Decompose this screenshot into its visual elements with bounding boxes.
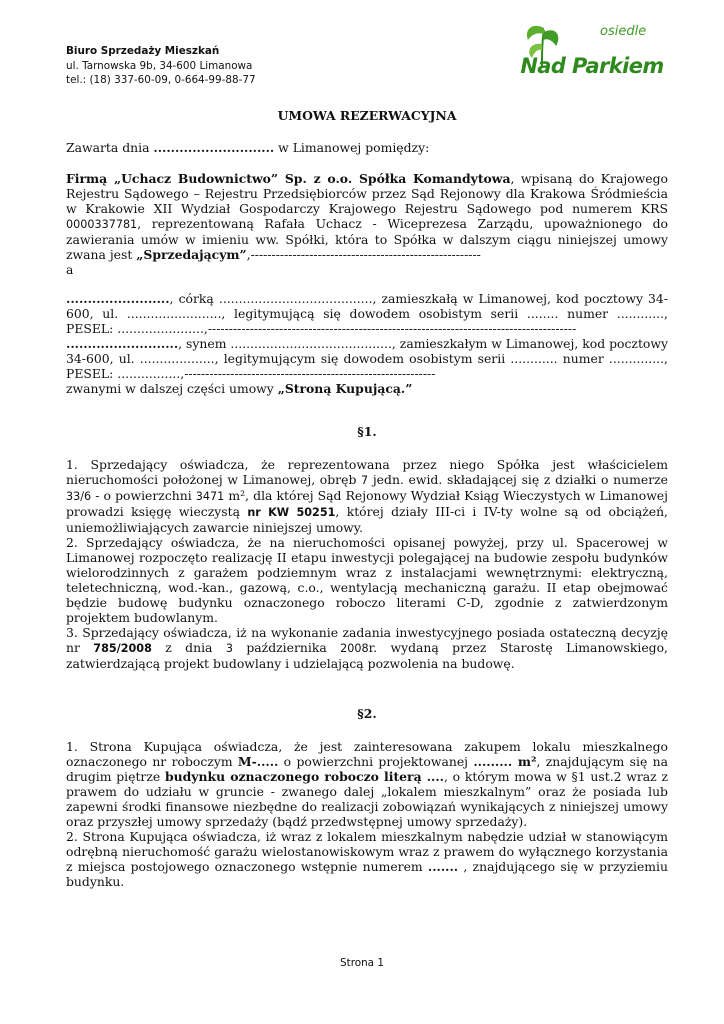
- company-name: Biuro Sprzedaży Mieszkań: [66, 45, 220, 57]
- s1-text: z dnia: [151, 640, 226, 655]
- area-value: 3471: [195, 490, 225, 503]
- seller-text: , wpisaną do Krajowego Rejestru Sądowego – Rejestru Przedsiębiorców przez Sąd Rejonowy dla Krakowa Śródmieścia w Krakowie XII Wydział Gospodarczy Krajowego Rejestru Sądowego pod numerem KRS: [66, 171, 668, 216]
- s2-text: o powierzchni projektowanej: [278, 754, 474, 769]
- section-1-heading: §1.: [357, 424, 377, 439]
- s2-text: , o którym mowa w §1 ust.2 wraz z prawem do udziału w gruncie - zwanego dalej „lokalem mieszkalnym” oraz że posiada lub zapewni środki finansowe niezbędne do realizacji zobowiązań wynikających z niniejszej umowy oraz przyszłej umowy sprzedaży (bądź przedwstępnej umowy sprzedaży).: [66, 769, 668, 829]
- s2-text: 2. Strona Kupująca oświadcza, iż wraz z lokalem mieszkalnym nabędzie udział w stanowiącym odrębną nieruchomość garażu wielostanowiskowym wraz z prawem do wyłącznego korzystania z miejsca postojowego oznaczonego wstępnie numerem: [66, 829, 668, 874]
- date-blank: ............................: [153, 140, 275, 155]
- krs-number: 0000337781: [66, 218, 138, 231]
- buyer-alias-text: zwanymi w dalszej części umowy: [66, 381, 278, 396]
- parking-number: .......: [427, 859, 459, 874]
- s1-text: , której działy III-ci i IV-ty wolne są od obciążeń, uniemożliwiających zawarcie niniejszej umowy.: [66, 504, 668, 535]
- logo: [522, 24, 668, 86]
- buyer-name-blank-2: ..........................: [66, 336, 179, 351]
- seller-text-2: , reprezentowaną Rafała Uchacz - Wiceprezesa Zarządu, upoważnionego do zawierania umów w imieniu ww. Spółki, która to Spółka w dalszym ciągu niniejszej umowy zwana jest: [66, 216, 668, 262]
- conjunction: a: [66, 262, 74, 277]
- section-2: [66, 739, 668, 889]
- obreb-number: 7: [361, 474, 369, 487]
- apartment-number: M-.....: [237, 754, 279, 769]
- parcel-number: 33/6: [66, 490, 92, 503]
- s1-point-2: 2. Sprzedający oświadcza, że na nieruchomości opisanej powyżej, przy ul. Spacerowej w Limanowej rozpoczęto realizację II etapu inwestycji polegającej na budowie zespołu budynków wielorodzinnych z garażem podziemnym wraz z instalacjami wewnętrznymi: elektryczną, teletechniczną, wod.-kan., gazową, c.o., wentylacją mechaniczną garażu. II etap obejmować będzie budowę budynku oznaczonego roboczo literami C-D, zgodnie z zatwierdzonym projektem budowlanym.: [66, 535, 668, 625]
- s1-text: - o powierzchni: [91, 488, 196, 503]
- section-2-heading: §2.: [357, 706, 377, 721]
- buyer-details-2: , synem ........................................., zamieszkałym w Limanowej, kod pocztowy 34-600, ul. ..................., legitymującym się dowodem osobistym serii ............ numer .............., PESEL: ................,------------------------------------------------------------: [66, 336, 668, 381]
- logo-main-text: Nad Parkiem: [520, 54, 664, 78]
- s1-text: 3. Sprzedający oświadcza, iż na wykonanie zadania inwestycyjnego posiada ostateczną decyzję nr: [66, 625, 668, 655]
- building-letter: budynku oznaczonego roboczo literą ....: [164, 769, 444, 784]
- s1-point-3: [66, 625, 668, 671]
- s1-point-1: [66, 457, 668, 535]
- s1-text: 1. Sprzedający oświadcza, że reprezentowana przez niego Spółka jest właścicielem nieruchomości położonej w Limanowej, obręb: [66, 457, 668, 487]
- s1-text: r. wydaną przez Starostę Limanowskiego, zatwierdzającą projekt budowlany i udzielającą pozwolenia na budowę.: [66, 640, 668, 671]
- dash-fill: ,-------------------------------------------------------: [246, 247, 481, 262]
- document-title: UMOWA REZERWACYJNA: [277, 108, 457, 123]
- buyer-alias: „Stroną Kupującą.”: [277, 381, 413, 396]
- s1-text: jedn. ewid. składającej się z działki o numerze: [368, 472, 668, 487]
- party-seller: [66, 171, 668, 277]
- s2-text: , znajdującym się na drugim piętrze: [66, 754, 668, 784]
- buyer-name-blank-1: ........................: [66, 291, 170, 306]
- decision-number: 785/2008: [93, 642, 152, 655]
- s1-text: października: [232, 640, 341, 655]
- intro-text-2: w Limanowej pomiędzy:: [274, 140, 430, 155]
- logo-small-text: osiedle: [600, 24, 647, 39]
- decision-day: 3: [225, 642, 233, 655]
- intro-text: Zawarta dnia: [66, 140, 154, 155]
- s1-text: m², dla której Sąd Rejonowy Wydział Ksiąg Wieczystych w Limanowej prowadzi księgę wieczystą: [66, 488, 668, 519]
- s2-text: 1. Strona Kupująca oświadcza, że jest zainteresowana zakupem lokalu mieszkalnego oznaczonego nr roboczym: [66, 739, 668, 769]
- company-phone: tel.: (18) 337-60-09, 0-664-99-88-77: [66, 74, 256, 86]
- seller-alias: „Sprzedającym”: [136, 247, 247, 262]
- letterhead: [66, 44, 256, 88]
- buyer-details-1: , córką ......................................., zamieszkałą w Limanowej, kod pocztowy 34-600, ul. ........................, legitymującą się dowodem osobistym serii ........ numer ............, PESEL: ......................,----------------------------------------------------------------------------------------: [66, 291, 668, 336]
- decision-year: 2008: [340, 642, 369, 655]
- s2-point-1: [66, 739, 668, 829]
- seller-firm: Firmą „Uchacz Budownictwo” Sp. z o.o. Spółka Komandytowa: [66, 171, 511, 186]
- company-address: ul. Tarnowska 9b, 34-600 Limanowa: [66, 59, 253, 72]
- s2-text: , znajdującego się w przyziemiu budynku.: [66, 859, 668, 889]
- party-buyer: [66, 291, 668, 396]
- section-1: [66, 457, 668, 671]
- apartment-area: ......... m²: [473, 754, 537, 769]
- page-number: Strona 1: [340, 957, 384, 969]
- intro-line: [66, 140, 668, 155]
- s2-point-2: [66, 829, 668, 889]
- kw-number: nr KW 50251: [247, 506, 336, 519]
